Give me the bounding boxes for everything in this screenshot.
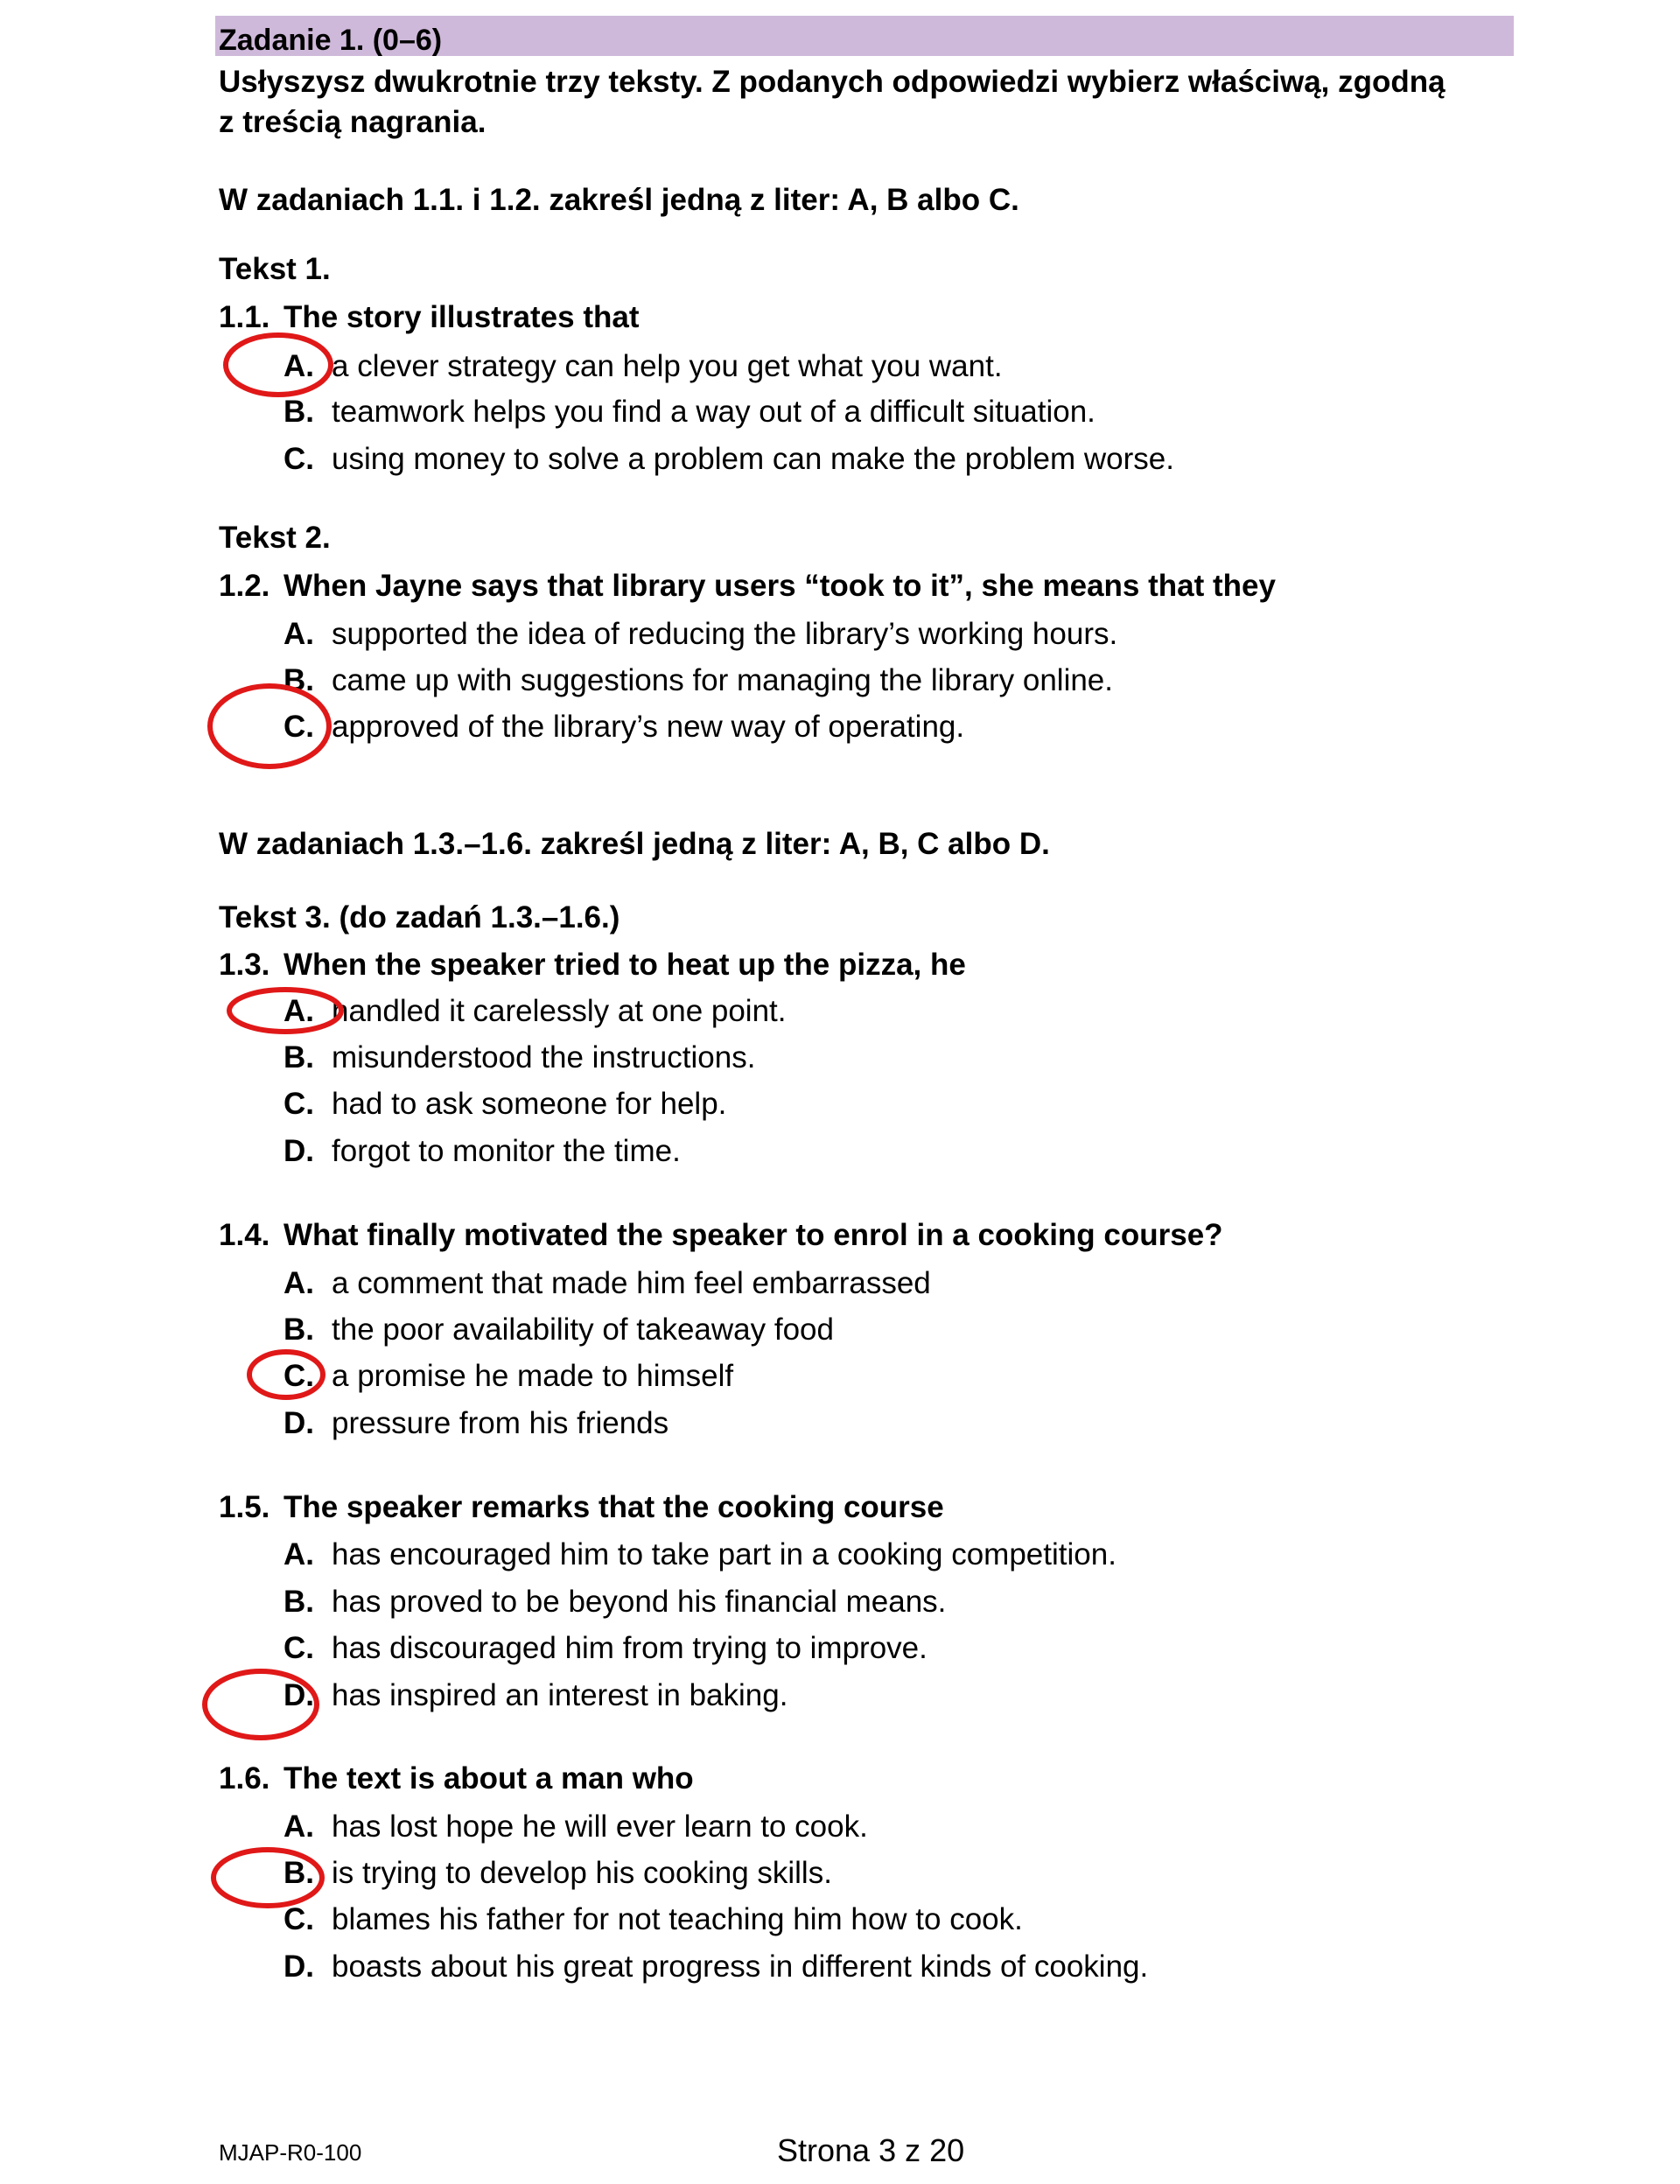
option-1-5-a-letter[interactable]: A. — [284, 1537, 314, 1572]
option-1-4-b-letter[interactable]: B. — [284, 1312, 314, 1347]
option-1-5-d-text: has inspired an interest in baking. — [332, 1678, 788, 1712]
option-1-4-d-text: pressure from his friends — [332, 1406, 669, 1440]
option-1-5-c-text: has discouraged him from trying to improve. — [332, 1631, 928, 1665]
option-1-3-d-letter[interactable]: D. — [284, 1134, 314, 1168]
option-1-4-d-letter[interactable]: D. — [284, 1406, 314, 1440]
option-1-2-c-text: approved of the library’s new way of operating. — [332, 710, 965, 744]
task-title: Zadanie 1. (0–6) — [219, 24, 443, 57]
option-1-6-a-letter[interactable]: A. — [284, 1810, 314, 1844]
option-1-6-b-text: is trying to develop his cooking skills. — [332, 1856, 832, 1890]
question-1-4-number: 1.4. — [219, 1218, 270, 1252]
question-1-6-number: 1.6. — [219, 1761, 270, 1796]
tekst1-heading: Tekst 1. — [219, 252, 331, 286]
option-1-4-a-text: a comment that made him feel embarrassed — [332, 1266, 931, 1300]
option-1-6-d-text: boasts about his great progress in different kinds of cooking. — [332, 1950, 1149, 1984]
question-1-6-text: The text is about a man who — [284, 1761, 694, 1796]
task-instruction-line2: z treścią nagrania. — [219, 105, 486, 139]
option-1-5-b-letter[interactable]: B. — [284, 1585, 314, 1619]
tekst2-heading: Tekst 2. — [219, 521, 331, 555]
option-1-6-d-letter[interactable]: D. — [284, 1950, 314, 1984]
option-1-1-c-text: using money to solve a problem can make the problem worse. — [332, 442, 1174, 476]
option-1-2-c-letter[interactable]: C. — [284, 710, 314, 744]
option-1-5-c-letter[interactable]: C. — [284, 1631, 314, 1665]
option-1-5-d-letter[interactable]: D. — [284, 1678, 314, 1712]
option-1-4-c-letter[interactable]: C. — [284, 1359, 314, 1393]
option-1-2-b-text: came up with suggestions for managing the library online. — [332, 663, 1113, 697]
option-1-6-c-text: blames his father for not teaching him how to cook. — [332, 1902, 1023, 1936]
option-1-2-a-text: supported the idea of reducing the library’s working hours. — [332, 617, 1118, 651]
question-1-2-text: When Jayne says that library users “took to it”, she means that they — [284, 569, 1276, 603]
section2-instruction: W zadaniach 1.3.–1.6. zakreśl jedną z liter: A, B, C albo D. — [219, 827, 1050, 861]
option-1-6-b-letter[interactable]: B. — [284, 1856, 314, 1890]
question-1-4-text: What finally motivated the speaker to enrol in a cooking course? — [284, 1218, 1223, 1252]
option-1-3-b-text: misunderstood the instructions. — [332, 1040, 756, 1074]
option-1-3-a-text: handled it carelessly at one point. — [332, 994, 787, 1028]
option-1-1-b-text: teamwork helps you find a way out of a difficult situation. — [332, 395, 1096, 429]
option-1-4-a-letter[interactable]: A. — [284, 1266, 314, 1300]
option-1-1-a-letter[interactable]: A. — [284, 349, 314, 383]
option-1-4-b-text: the poor availability of takeaway food — [332, 1312, 834, 1347]
option-1-2-a-letter[interactable]: A. — [284, 617, 314, 651]
question-1-1-text: The story illustrates that — [284, 300, 640, 334]
footer-page-number: Strona 3 z 20 — [777, 2132, 965, 2168]
section1-instruction: W zadaniach 1.1. i 1.2. zakreśl jedną z liter: A, B albo C. — [219, 183, 1019, 217]
question-1-3-text: When the speaker tried to heat up the pizza, he — [284, 948, 966, 982]
option-1-3-c-text: had to ask someone for help. — [332, 1087, 727, 1121]
option-1-6-c-letter[interactable]: C. — [284, 1902, 314, 1936]
question-1-1-number: 1.1. — [219, 300, 270, 334]
question-1-5-text: The speaker remarks that the cooking course — [284, 1490, 944, 1524]
option-1-3-c-letter[interactable]: C. — [284, 1087, 314, 1121]
option-1-1-a-text: a clever strategy can help you get what you want. — [332, 349, 1003, 383]
answer-circle-1-1 — [226, 335, 331, 395]
option-1-5-a-text: has encouraged him to take part in a cooking competition. — [332, 1537, 1116, 1572]
footer-exam-code: MJAP-R0-100 — [219, 2139, 362, 2166]
option-1-5-b-text: has proved to be beyond his financial means. — [332, 1585, 947, 1619]
task-header-bar — [215, 16, 1514, 56]
option-1-1-c-letter[interactable]: C. — [284, 442, 314, 476]
option-1-2-b-letter[interactable]: B. — [284, 663, 314, 697]
option-1-4-c-text: a promise he made to himself — [332, 1359, 734, 1393]
question-1-3-number: 1.3. — [219, 948, 270, 982]
option-1-6-a-text: has lost hope he will ever learn to cook. — [332, 1810, 868, 1844]
task-instruction-line1: Usłyszysz dwukrotnie trzy teksty. Z podanych odpowiedzi wybierz właściwą, zgodną — [219, 65, 1446, 99]
option-1-3-d-text: forgot to monitor the time. — [332, 1134, 681, 1168]
option-1-3-a-letter[interactable]: A. — [284, 994, 314, 1028]
option-1-3-b-letter[interactable]: B. — [284, 1040, 314, 1074]
question-1-5-number: 1.5. — [219, 1490, 270, 1524]
option-1-1-b-letter[interactable]: B. — [284, 395, 314, 429]
question-1-2-number: 1.2. — [219, 569, 270, 603]
tekst3-heading: Tekst 3. (do zadań 1.3.–1.6.) — [219, 900, 620, 934]
